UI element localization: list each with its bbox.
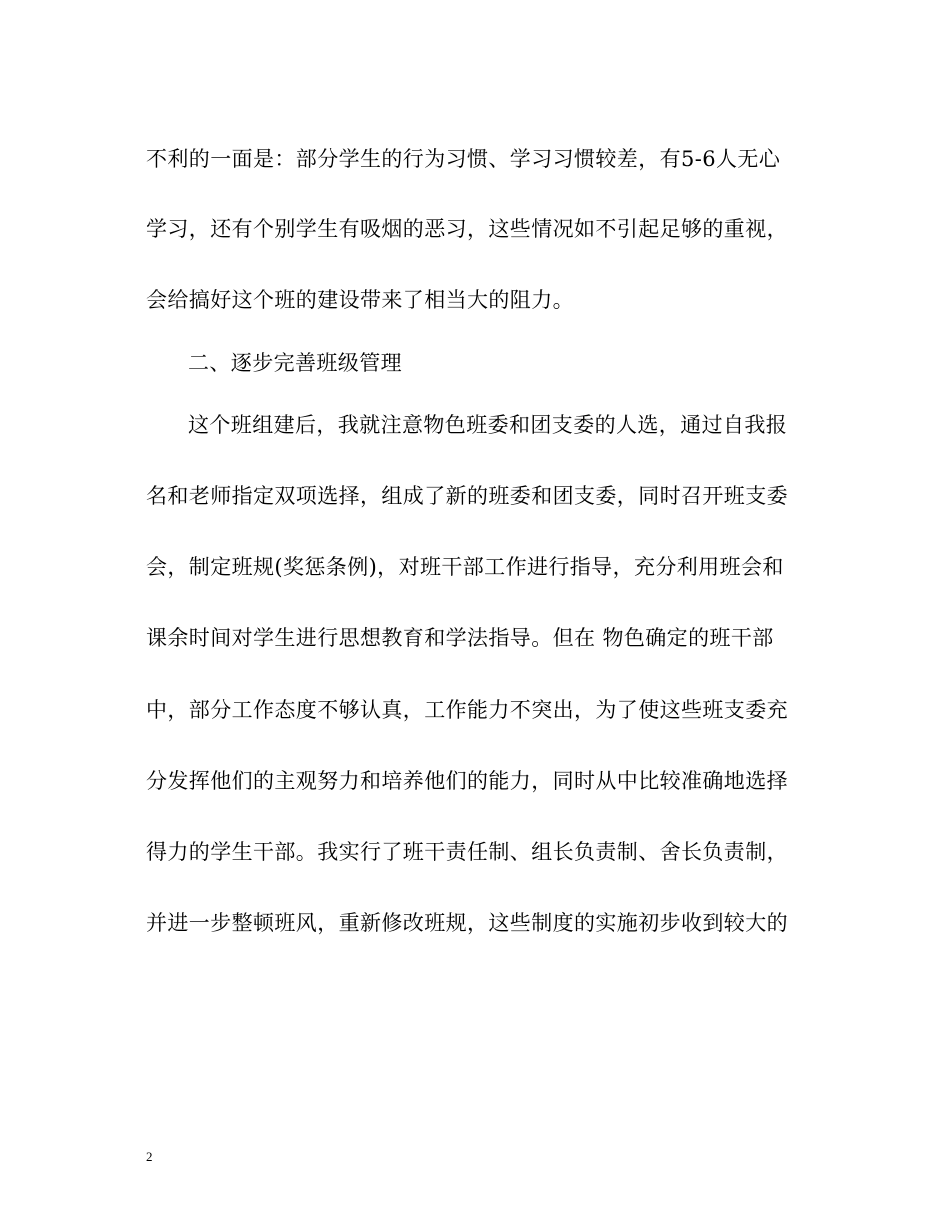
paragraph-line: 会，制定班规(奖惩条例)，对班干部工作进行指导，充分利用班会和 — [146, 555, 784, 579]
paragraph-line: 课余时间对学生进行思想教育和学法指导。但在 物色确定的班干部 — [146, 626, 774, 650]
paragraph-line: 不利的一面是：部分学生的行为习惯、学习习惯较差，有5-6人无心 — [146, 147, 781, 171]
paragraph-line: 并进一步整顿班风，重新修改班规，这些制度的实施初步收到较大的 — [146, 911, 788, 935]
paragraph-line: 这个班组建后，我就注意物色班委和团支委的人选，通过自我报 — [188, 413, 788, 437]
paragraph-line: 分发挥他们的主观努力和培养他们的能力，同时从中比较准确地选择 — [146, 769, 788, 793]
paragraph-line: 名和老师指定双项选择，组成了新的班委和团支委，同时召开班支委 — [146, 484, 788, 508]
paragraph-line: 中，部分工作态度不够认真，工作能力不突出，为了使这些班支委充 — [146, 698, 788, 722]
paragraph-line: 学习，还有个别学生有吸烟的恶习，这些情况如不引起足够的重视， — [146, 217, 788, 241]
paragraph-line: 得力的学生干部。我实行了班干责任制、组长负责制、舍长负责制， — [146, 840, 788, 864]
page-number: 2 — [146, 1149, 153, 1164]
section-heading: 二、逐步完善班级管理 — [188, 351, 402, 375]
paragraph-line: 会给搞好这个班的建设带来了相当大的阻力。 — [146, 288, 574, 312]
